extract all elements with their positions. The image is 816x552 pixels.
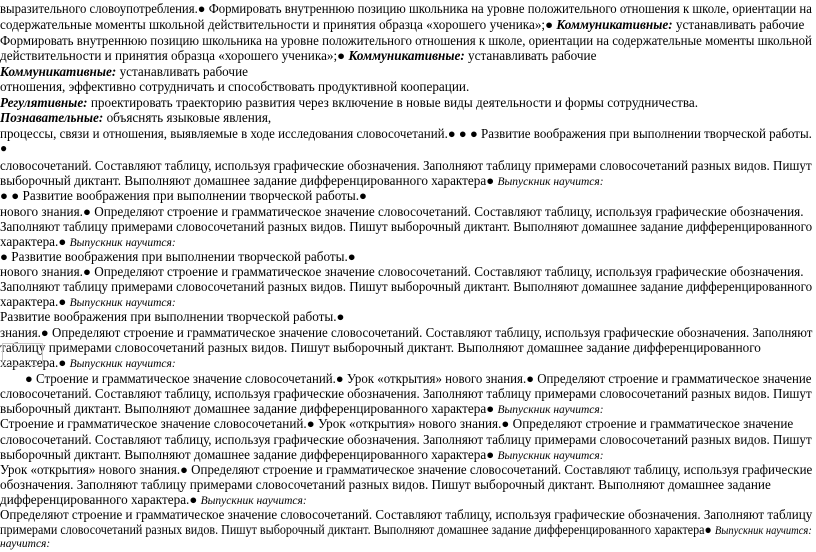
- heading-regulative: Регулятивные:: [0, 95, 88, 110]
- line-text: содержательные моменты школьной действительности и принятия образца «хорошего ученика»;●: [0, 17, 554, 32]
- graduate-will-learn: Выпускник научится:: [714, 525, 812, 537]
- line-text: устанавливать рабочие: [116, 64, 248, 79]
- line-text: характера.●: [0, 355, 67, 370]
- graduate-will-learn: Выпускник научится:: [497, 404, 604, 416]
- line-text: выборочный диктант. Выполняют домашнее задание дифференцированного характера●: [0, 401, 495, 416]
- text-line-25: словосочетаний. Составляют таблицу, используя графические обозначения. Заполняют таблицу примерами словосочетаний разных видов. Пишут: [0, 386, 812, 401]
- text-line-33: Определяют строение и грамматическое значение словосочетаний. Составляют таблицу, используя графические обозначения. Заполняют таблицу: [0, 507, 813, 522]
- line-text: характера.●: [0, 294, 67, 309]
- text-line-3: Формировать внутреннюю позицию школьника на уровне положительного отношения к школе, ориентации на содержательные моменты школьной: [0, 33, 812, 48]
- graduate-will-learn: Выпускник научится:: [69, 237, 176, 249]
- graduate-will-learn: Выпускник научится:: [69, 297, 176, 309]
- text-line-4: [0, 48, 596, 63]
- text-line-22: таблицу примерами словосочетаний разных видов. Пишут выборочный диктант. Выполняют домашнее задание дифференцированного: [0, 340, 761, 355]
- line-text: объяснять языковые явления,: [103, 110, 272, 125]
- text-line-30: Урок «открытия» нового знания.● Определяют строение и грамматическое значение словосочетаний. Составляют таблицу, используя графические: [0, 462, 813, 477]
- graduate-will-learn: Выпускник научится:: [69, 358, 176, 370]
- text-line-2: [0, 17, 804, 32]
- text-line-9: процессы, связи и отношения, выявляемые в ходе исследования словосочетаний.● ● ● Развитие воображения при выполнении творческой работы.: [0, 126, 812, 141]
- line-text: устанавливать рабочие: [464, 48, 597, 63]
- text-line-34: [0, 522, 812, 539]
- line-text: дифференцированного характера.●: [0, 492, 198, 507]
- text-line-35: научится:: [0, 538, 51, 550]
- bullet-line: ●: [0, 141, 8, 155]
- text-line-8: [0, 110, 271, 125]
- text-line-31: обозначения. Заполняют таблицу примерами словосочетаний разных видов. Пишут выборочный диктант. Выполняют домашнее задание: [0, 477, 771, 492]
- text-line-24: ● Строение и грамматическое значение словосочетаний.● Урок «открытия» нового знания.● Определяют строение и грамматическое значение: [25, 371, 812, 386]
- text-line-5: [0, 64, 248, 79]
- graduate-will-learn: Выпускник научится:: [497, 450, 604, 462]
- line-text: устанавливать рабочие: [672, 17, 805, 32]
- line-text: характера.●: [0, 234, 67, 249]
- heading-cognitive: Познавательные:: [0, 110, 104, 125]
- line-text: выборочный диктант. Выполняют домашнее задание дифференцированного характера●: [0, 447, 495, 462]
- text-line-21: знания.● Определяют строение и грамматическое значение словосочетаний. Составляют таблицу, используя графические обозначения. Заполняют: [0, 325, 813, 340]
- text-line-12: ● ● Развитие воображения при выполнении творческой работы.●: [0, 188, 368, 203]
- text-line-16: ● Развитие воображения при выполнении творческой работы.●: [0, 249, 356, 264]
- text-line-7: [0, 95, 698, 110]
- heading-communicative: Коммуникативные:: [348, 48, 465, 63]
- line-text: действительности и принятия образца «хорошего ученика»;●: [0, 48, 346, 63]
- text-line-17: нового знания.● Определяют строение и грамматическое значение словосочетаний. Составляют таблицу, используя графические обозначения.: [0, 264, 804, 279]
- heading-communicative: Коммуникативные:: [556, 17, 673, 32]
- text-line-6: отношения, эффективно сотрудничать и способствовать продуктивной кооперации.: [0, 79, 470, 94]
- text-line-1: выразительного словоупотребления.● Формировать внутреннюю позицию школьника на уровне положительного отношения к школе, ориентации на: [0, 1, 812, 16]
- line-text: примерами словосочетаний разных видов. Пишут выборочный диктант. Выполняют домашнее задание дифференцированного характера●: [0, 522, 712, 537]
- text-line-28: словосочетаний. Составляют таблицу, используя графические обозначения. Заполняют таблицу примерами словосочетаний разных видов. Пишут: [0, 432, 812, 447]
- text-line-13: нового знания.● Определяют строение и грамматическое значение словосочетаний. Составляют таблицу, используя графические обозначения.: [0, 204, 804, 219]
- heading-communicative: Коммуникативные:: [0, 64, 117, 79]
- text-line-27: Строение и грамматическое значение словосочетаний.● Урок «открытия» нового знания.● Определяют строение и грамматическое значение: [0, 416, 794, 431]
- text-line-10: словосочетаний. Составляют таблицу, используя графические обозначения. Заполняют таблицу примерами словосочетаний разных видов. Пишут: [0, 158, 812, 173]
- line-text: проектировать траекторию развития через включение в новые виды деятельности и формы сотрудничества.: [87, 95, 699, 110]
- text-line-20: Развитие воображения при выполнении творческой работы.●: [0, 309, 345, 324]
- graduate-will-learn: Выпускник научится:: [497, 176, 604, 188]
- text-line-18: Заполняют таблицу примерами словосочетаний разных видов. Пишут выборочный диктант. Выполняют домашнее задание дифференцированного: [0, 279, 813, 294]
- empty-cell-box: [2, 343, 43, 366]
- text-line-14: Заполняют таблицу примерами словосочетаний разных видов. Пишут выборочный диктант. Выполняют домашнее задание дифференцированного: [0, 219, 813, 234]
- graduate-will-learn: Выпускник научится:: [200, 495, 307, 507]
- line-text: выборочный диктант. Выполняют домашнее задание дифференцированного характера●: [0, 173, 495, 188]
